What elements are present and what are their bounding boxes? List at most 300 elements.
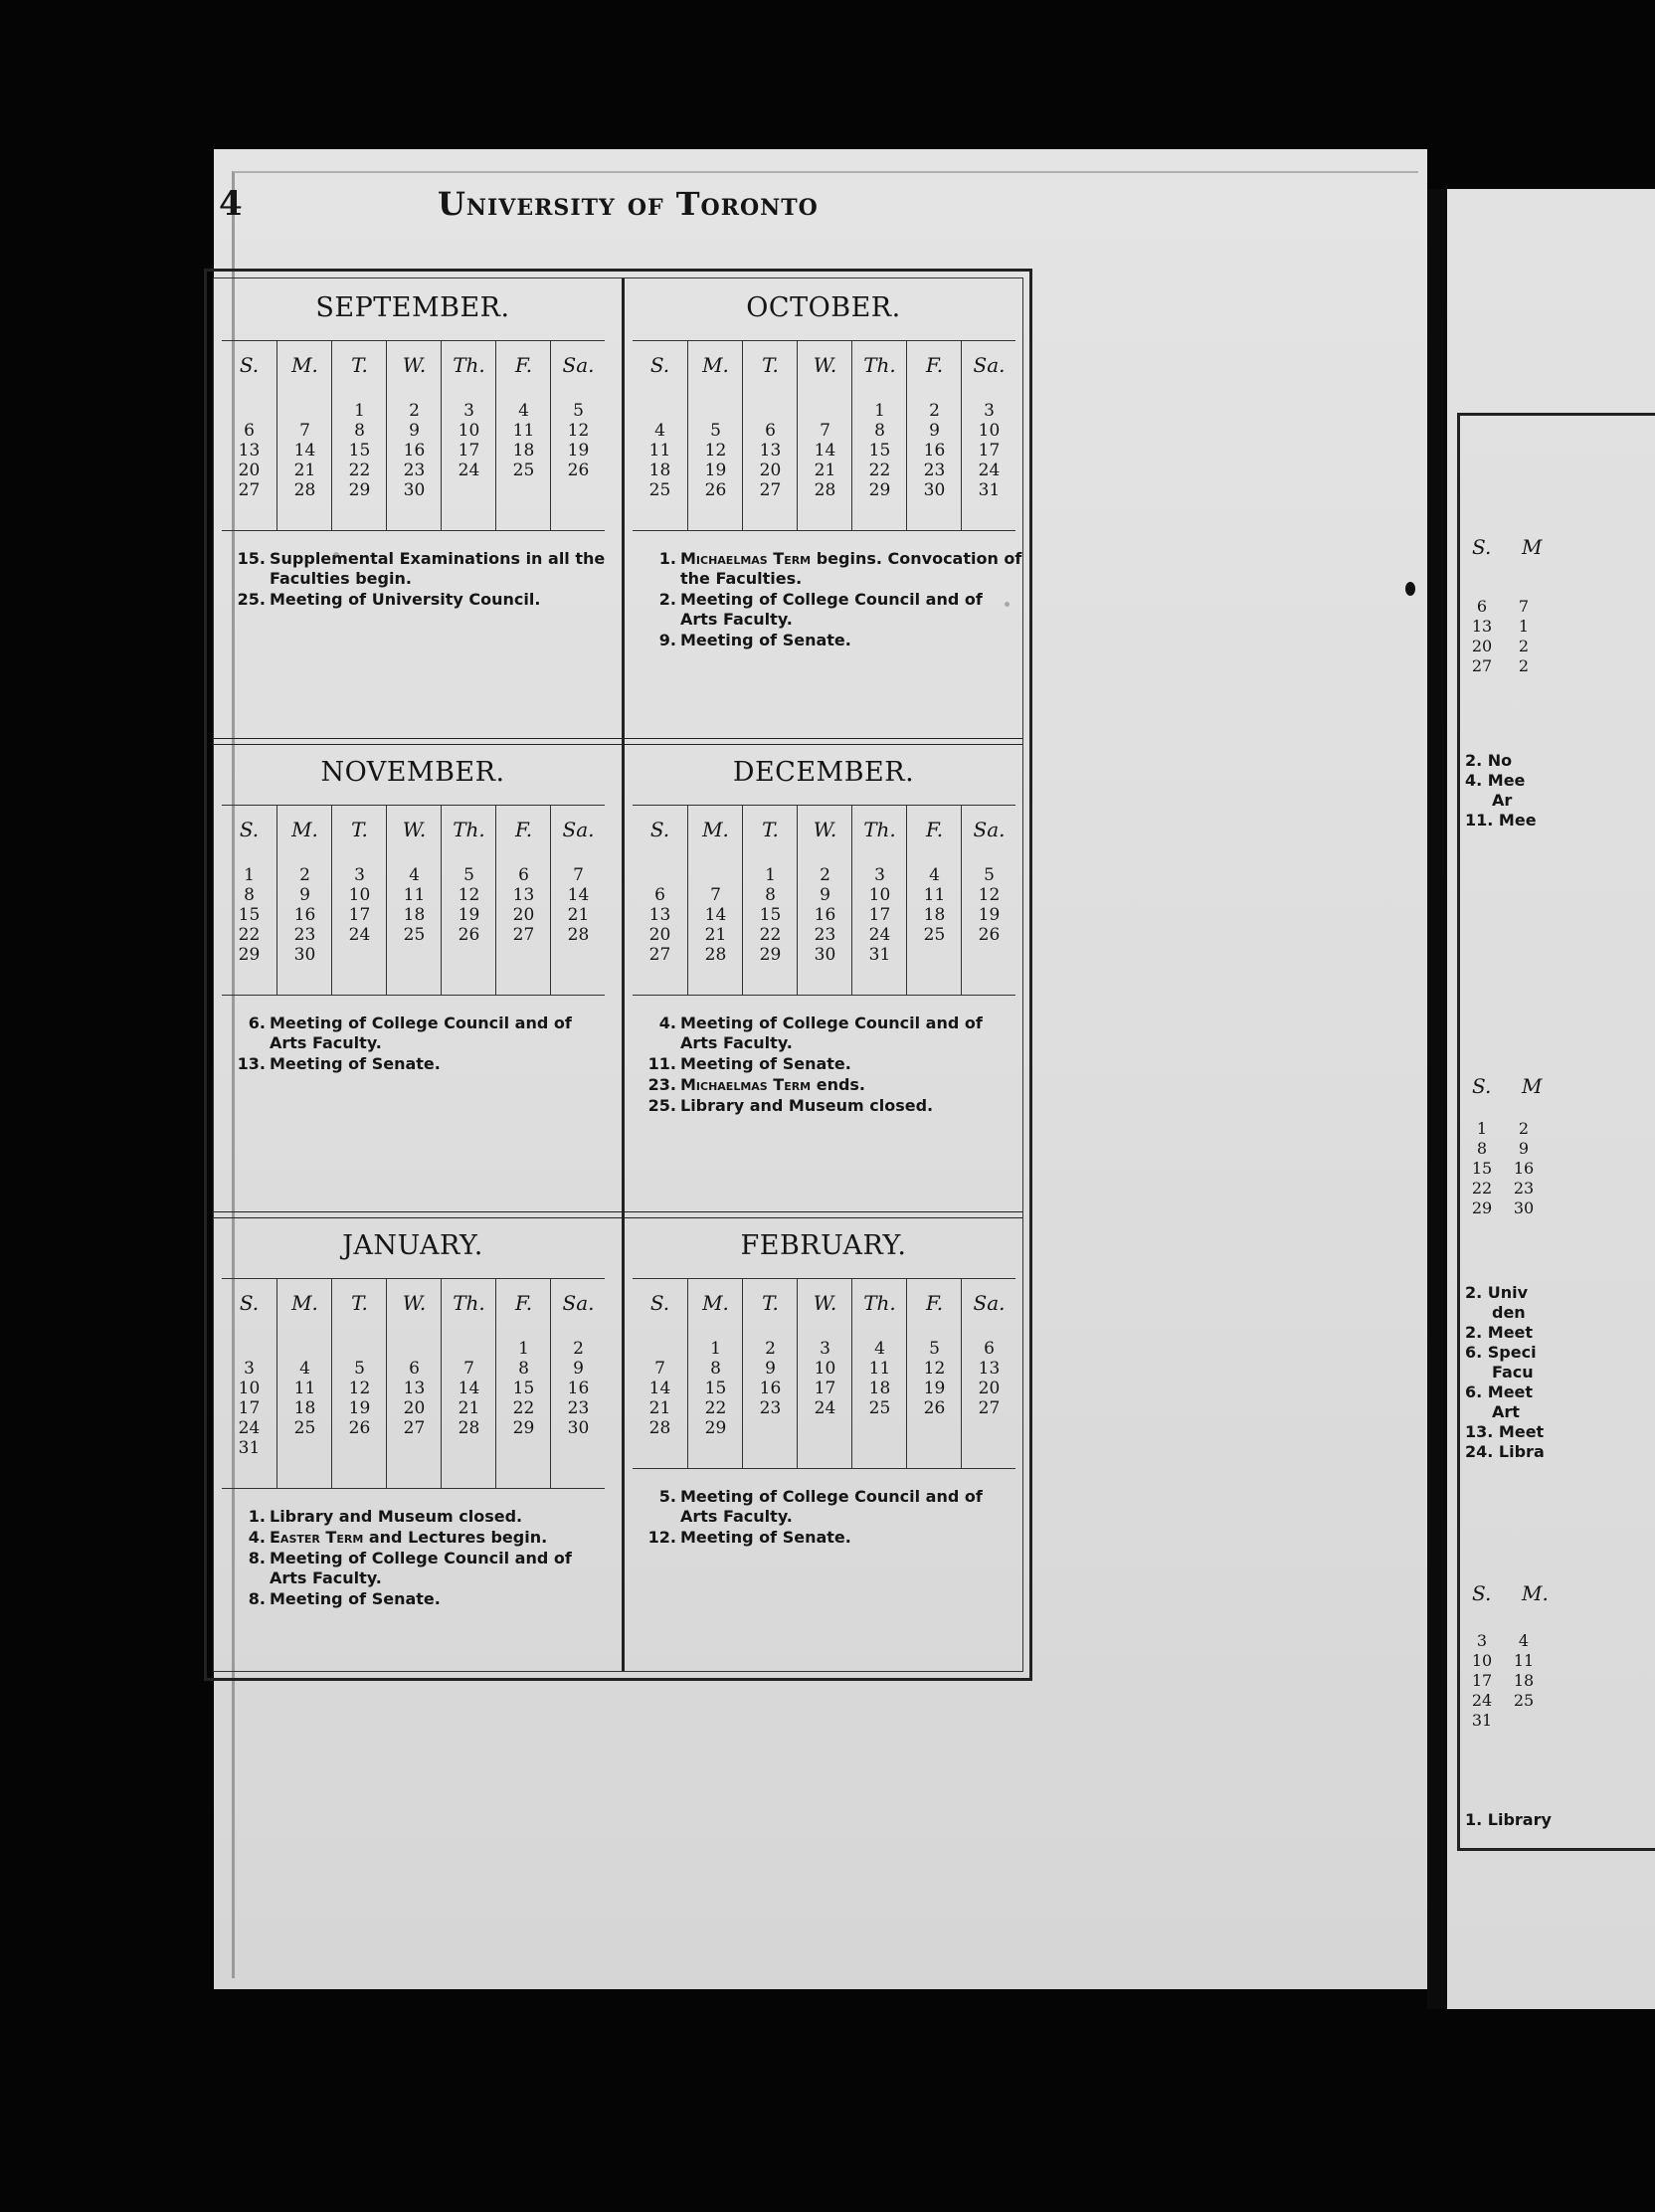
day-number: 17 (238, 1398, 261, 1418)
day-number: 18 (923, 905, 946, 925)
day-number: 2 (409, 401, 420, 421)
facing-day-number: 18 (1513, 1671, 1535, 1690)
day-number: 7 (299, 421, 310, 441)
weekday-column (276, 1279, 332, 1488)
event-text: Meeting of College Council and of Arts Faculty. (270, 1549, 572, 1587)
day-number: 22 (868, 461, 891, 480)
weekday-header: M. (702, 1291, 729, 1315)
day-number: 12 (704, 441, 727, 461)
day-number: 20 (403, 1398, 426, 1418)
day-number: 28 (648, 1418, 671, 1438)
day-number: 1 (765, 865, 776, 885)
day-number: 14 (704, 905, 727, 925)
day-number: 5 (710, 421, 721, 441)
weekday-column (222, 806, 276, 995)
day-number: 22 (704, 1398, 727, 1418)
event-date: 8. (248, 1589, 266, 1608)
day-number: 15 (238, 905, 261, 925)
weekday-column (441, 806, 496, 995)
day-number: 30 (293, 945, 316, 965)
weekday-column (222, 341, 276, 530)
weekday-column (851, 341, 907, 530)
month-title: OCTOBER. (746, 292, 901, 323)
event-entry (232, 1589, 612, 1609)
day-number: 16 (759, 1379, 782, 1398)
weekday-header: T. (762, 1291, 779, 1315)
day-number: 27 (648, 945, 671, 965)
day-number: 24 (348, 925, 371, 945)
day-number: 22 (512, 1398, 535, 1418)
event-date: 1. (658, 549, 676, 568)
facing-day-number: 1 (1476, 1119, 1488, 1138)
day-number: 30 (814, 945, 836, 965)
weekday-column (550, 1279, 606, 1488)
event-entry (232, 1507, 612, 1527)
event-date: 4. (658, 1014, 676, 1032)
day-grid (222, 805, 605, 996)
day-number: 24 (458, 461, 480, 480)
day-number: 13 (648, 905, 671, 925)
event-entry (232, 1549, 612, 1588)
day-number: 14 (648, 1379, 671, 1398)
day-number: 14 (458, 1379, 480, 1398)
day-number: 11 (923, 885, 946, 905)
weekday-header: M. (291, 1291, 318, 1315)
day-number: 17 (978, 441, 1001, 461)
weekday-column (633, 341, 687, 530)
day-number: 21 (458, 1398, 480, 1418)
day-number: 9 (299, 885, 310, 905)
day-number: 15 (704, 1379, 727, 1398)
print-speck (333, 552, 339, 558)
event-date: 9. (658, 631, 676, 649)
day-number: 3 (354, 865, 365, 885)
day-number: 23 (923, 461, 946, 480)
day-number: 18 (403, 905, 426, 925)
day-number: 12 (978, 885, 1001, 905)
day-number: 12 (458, 885, 480, 905)
month-block (214, 278, 612, 736)
day-number: 21 (814, 461, 836, 480)
weekday-header: W. (402, 1291, 427, 1315)
month-block (625, 1216, 1022, 1674)
weekday-header: Sa. (973, 1291, 1006, 1315)
event-entry (643, 631, 1022, 650)
day-number: 23 (567, 1398, 590, 1418)
facing-event-fragment: 6. Meet (1465, 1382, 1534, 1401)
weekday-column (797, 1279, 852, 1468)
day-number: 21 (567, 905, 590, 925)
day-number: 23 (403, 461, 426, 480)
day-number: 19 (978, 905, 1001, 925)
weekday-header: Th. (453, 1291, 485, 1315)
facing-weekday-header: S. (1472, 535, 1492, 559)
weekday-header: S. (649, 818, 670, 841)
day-number: 22 (238, 925, 261, 945)
day-number: 13 (978, 1359, 1001, 1379)
facing-event-fragment: 6. Speci (1465, 1343, 1537, 1362)
day-number: 9 (409, 421, 420, 441)
day-number: 13 (512, 885, 535, 905)
event-date: 23. (647, 1075, 676, 1094)
facing-day-number: 27 (1471, 656, 1493, 675)
facing-day-number: 2 (1518, 1119, 1530, 1138)
day-number: 28 (567, 925, 590, 945)
month-block (214, 743, 612, 1200)
weekday-header: W. (402, 353, 427, 377)
weekday-column (906, 1279, 962, 1468)
event-entry (643, 1096, 1022, 1116)
day-number: 2 (765, 1339, 776, 1359)
facing-event-fragment: 24. Libra (1465, 1442, 1545, 1461)
weekday-header: M. (702, 818, 729, 841)
weekday-header: F. (925, 818, 944, 841)
day-number: 26 (978, 925, 1001, 945)
facing-day-number: 11 (1513, 1651, 1535, 1670)
facing-event-fragment: 11. Mee (1465, 811, 1537, 830)
day-number: 23 (814, 925, 836, 945)
day-number: 11 (512, 421, 535, 441)
weekday-column (550, 341, 606, 530)
event-text: Supplemental Examinations in all the Faculties begin. (270, 549, 606, 588)
day-number: 28 (704, 945, 727, 965)
event-text: ends. (811, 1075, 866, 1094)
facing-day-number: 10 (1471, 1651, 1493, 1670)
weekday-header: T. (762, 353, 779, 377)
event-entry (643, 549, 1022, 589)
event-text: Meeting of College Council and of Arts Faculty. (270, 1014, 572, 1052)
facing-weekday-header: S. (1472, 1074, 1492, 1098)
weekday-header: F. (925, 353, 944, 377)
facing-page (1447, 189, 1655, 2009)
day-number: 2 (299, 865, 310, 885)
day-number: 14 (567, 885, 590, 905)
day-number: 23 (293, 925, 316, 945)
event-entry (232, 549, 612, 589)
day-number: 1 (874, 401, 885, 421)
event-entry (643, 1075, 1022, 1095)
day-number: 7 (573, 865, 584, 885)
facing-day-number: 3 (1476, 1631, 1488, 1650)
event-text: and Lectures begin. (363, 1528, 548, 1547)
day-number: 10 (458, 421, 480, 441)
event-date: 15. (237, 549, 266, 568)
day-number: 26 (348, 1418, 371, 1438)
facing-day-number: 13 (1471, 617, 1493, 636)
weekday-header: Sa. (973, 818, 1006, 841)
month-events (643, 1487, 1022, 1549)
day-number: 9 (765, 1359, 776, 1379)
day-number: 18 (868, 1379, 891, 1398)
day-number: 14 (293, 441, 316, 461)
day-number: 20 (759, 461, 782, 480)
event-entry (232, 1528, 612, 1548)
weekday-header: W. (402, 818, 427, 841)
weekday-header: Th. (863, 818, 896, 841)
day-number: 7 (463, 1359, 474, 1379)
day-number: 10 (978, 421, 1001, 441)
month-title: SEPTEMBER. (315, 292, 510, 323)
day-number: 30 (403, 480, 426, 500)
weekday-column (633, 806, 687, 995)
day-number: 19 (704, 461, 727, 480)
weekday-column (961, 1279, 1016, 1468)
weekday-header: W. (813, 818, 837, 841)
weekday-header: M. (702, 353, 729, 377)
day-number: 30 (567, 1418, 590, 1438)
day-number: 12 (567, 421, 590, 441)
page-number: 4 (219, 184, 243, 224)
day-number: 26 (567, 461, 590, 480)
day-number: 9 (929, 421, 940, 441)
day-number: 28 (814, 480, 836, 500)
day-number: 19 (348, 1398, 371, 1418)
day-number: 4 (874, 1339, 885, 1359)
day-number: 8 (765, 885, 776, 905)
day-number: 5 (463, 865, 474, 885)
weekday-header: M. (291, 353, 318, 377)
facing-day-number: 31 (1471, 1711, 1493, 1730)
day-number: 10 (868, 885, 891, 905)
facing-event-fragment: 2. No (1465, 751, 1513, 770)
weekday-header: Th. (453, 818, 485, 841)
day-number: 8 (710, 1359, 721, 1379)
event-date: 25. (647, 1096, 676, 1115)
weekday-header: S. (649, 1291, 670, 1315)
month-events (232, 1014, 612, 1075)
weekday-column (961, 806, 1016, 995)
term-name: Michaelmas Term (680, 1075, 812, 1094)
day-number: 10 (238, 1379, 261, 1398)
weekday-column (331, 806, 387, 995)
facing-day-number: 30 (1513, 1198, 1535, 1217)
day-number: 31 (238, 1438, 261, 1458)
day-number: 22 (759, 925, 782, 945)
weekday-header: S. (239, 818, 260, 841)
day-number: 24 (868, 925, 891, 945)
facing-event-fragment: Art (1492, 1402, 1520, 1421)
day-number: 21 (293, 461, 316, 480)
day-number: 23 (759, 1398, 782, 1418)
weekday-column (495, 341, 551, 530)
facing-day-number: 24 (1471, 1691, 1493, 1710)
day-number: 9 (573, 1359, 584, 1379)
day-number: 29 (512, 1418, 535, 1438)
weekday-header: T. (762, 818, 779, 841)
day-number: 25 (512, 461, 535, 480)
day-number: 7 (654, 1359, 665, 1379)
day-number: 6 (654, 885, 665, 905)
weekday-header: T. (351, 1291, 368, 1315)
weekday-column (906, 806, 962, 995)
event-date: 1. (248, 1507, 266, 1526)
weekday-header: Sa. (562, 1291, 595, 1315)
event-date: 6. (248, 1014, 266, 1032)
facing-day-number: 8 (1476, 1139, 1488, 1158)
facing-day-number: 1 (1518, 617, 1530, 636)
day-number: 5 (984, 865, 995, 885)
day-number: 29 (704, 1418, 727, 1438)
day-number: 17 (348, 905, 371, 925)
event-text: Meeting of College Council and of Arts Faculty. (680, 590, 983, 629)
weekday-header: F. (514, 818, 533, 841)
day-number: 16 (293, 905, 316, 925)
day-number: 20 (512, 905, 535, 925)
facing-day-number: 7 (1518, 597, 1530, 616)
day-number: 17 (814, 1379, 836, 1398)
month-events (643, 1014, 1022, 1117)
day-number: 1 (244, 865, 255, 885)
day-number: 9 (820, 885, 830, 905)
running-head (438, 185, 819, 223)
day-number: 8 (518, 1359, 529, 1379)
facing-event-fragment: 4. Mee (1465, 771, 1526, 790)
event-text: Library and Museum closed. (270, 1507, 523, 1526)
day-number: 26 (704, 480, 727, 500)
day-number: 27 (759, 480, 782, 500)
weekday-column (331, 1279, 387, 1488)
event-text: Meeting of College Council and of Arts Faculty. (680, 1014, 983, 1052)
day-number: 7 (820, 421, 830, 441)
event-text: Meeting of Senate. (680, 1528, 851, 1547)
day-number: 3 (463, 401, 474, 421)
day-number: 24 (238, 1418, 261, 1438)
day-number: 19 (458, 905, 480, 925)
day-number: 24 (814, 1398, 836, 1418)
month-title: DECEMBER. (732, 757, 915, 788)
day-number: 27 (978, 1398, 1001, 1418)
weekday-header: Sa. (562, 353, 595, 377)
day-number: 26 (923, 1398, 946, 1418)
weekday-column (633, 1279, 687, 1468)
day-number: 10 (348, 885, 371, 905)
event-date: 12. (647, 1528, 676, 1547)
weekday-column (687, 1279, 743, 1468)
day-number: 1 (354, 401, 365, 421)
day-number: 4 (654, 421, 665, 441)
day-number: 6 (244, 421, 255, 441)
facing-day-number: 16 (1513, 1159, 1535, 1178)
facing-day-number: 29 (1471, 1198, 1493, 1217)
facing-event-fragment: den (1492, 1303, 1526, 1322)
day-number: 25 (403, 925, 426, 945)
month-events (643, 549, 1022, 651)
event-entry (643, 590, 1022, 630)
weekday-header: T. (351, 353, 368, 377)
day-number: 5 (929, 1339, 940, 1359)
day-number: 3 (820, 1339, 830, 1359)
month-block (625, 278, 1022, 736)
month-events (232, 549, 612, 611)
day-number: 22 (348, 461, 371, 480)
weekday-column (797, 341, 852, 530)
facing-weekday-header: S. (1472, 1581, 1492, 1605)
day-number: 28 (293, 480, 316, 500)
event-text: Meeting of University Council. (270, 590, 541, 609)
day-number: 11 (868, 1359, 891, 1379)
event-entry (643, 1014, 1022, 1053)
event-text: Meeting of Senate. (270, 1054, 441, 1073)
day-number: 26 (458, 925, 480, 945)
weekday-header: T. (351, 818, 368, 841)
weekday-header: F. (514, 353, 533, 377)
day-number: 13 (759, 441, 782, 461)
weekday-column (331, 341, 387, 530)
weekday-column (687, 806, 743, 995)
day-number: 16 (403, 441, 426, 461)
day-grid (222, 340, 605, 531)
event-text: begins. Convocation of the Faculties. (680, 549, 1022, 588)
day-number: 20 (238, 461, 261, 480)
weekday-header: W. (813, 1291, 837, 1315)
weekday-column (495, 1279, 551, 1488)
weekday-column (851, 806, 907, 995)
weekday-header: Sa. (973, 353, 1006, 377)
weekday-column (386, 1279, 442, 1488)
day-number: 16 (923, 441, 946, 461)
day-number: 8 (354, 421, 365, 441)
day-number: 29 (348, 480, 371, 500)
day-number: 25 (923, 925, 946, 945)
facing-day-number: 23 (1513, 1179, 1535, 1198)
weekday-header: Sa. (562, 818, 595, 841)
day-number: 18 (293, 1398, 316, 1418)
month-title: FEBRUARY. (740, 1230, 907, 1261)
month-events (232, 1507, 612, 1610)
day-number: 2 (573, 1339, 584, 1359)
day-number: 25 (293, 1418, 316, 1438)
day-number: 31 (868, 945, 891, 965)
day-number: 4 (299, 1359, 310, 1379)
day-number: 1 (518, 1339, 529, 1359)
day-number: 4 (518, 401, 529, 421)
day-grid (633, 805, 1015, 996)
weekday-column (742, 1279, 798, 1468)
facing-event-fragment: Facu (1492, 1363, 1534, 1382)
day-number: 6 (518, 865, 529, 885)
day-number: 5 (354, 1359, 365, 1379)
day-grid (222, 1278, 605, 1489)
event-date: 25. (237, 590, 266, 609)
day-number: 7 (710, 885, 721, 905)
weekday-column (386, 341, 442, 530)
weekday-header: Th. (863, 353, 896, 377)
day-number: 11 (648, 441, 671, 461)
facing-day-number: 22 (1471, 1179, 1493, 1198)
day-number: 18 (512, 441, 535, 461)
facing-day-number: 15 (1471, 1159, 1493, 1178)
weekday-header: F. (925, 1291, 944, 1315)
calendar-inner-frame (213, 277, 1023, 1672)
day-number: 4 (929, 865, 940, 885)
binding-mark (1405, 582, 1415, 596)
day-number: 15 (868, 441, 891, 461)
weekday-column (742, 806, 798, 995)
day-number: 17 (868, 905, 891, 925)
month-block (214, 1216, 612, 1674)
day-number: 5 (573, 401, 584, 421)
day-number: 2 (820, 865, 830, 885)
day-number: 13 (238, 441, 261, 461)
day-number: 11 (403, 885, 426, 905)
facing-day-number: 9 (1518, 1139, 1530, 1158)
day-number: 16 (814, 905, 836, 925)
day-number: 18 (648, 461, 671, 480)
event-date: 8. (248, 1549, 266, 1567)
day-number: 28 (458, 1418, 480, 1438)
weekday-column (851, 1279, 907, 1468)
facing-event-fragment: 2. Univ (1465, 1283, 1529, 1302)
